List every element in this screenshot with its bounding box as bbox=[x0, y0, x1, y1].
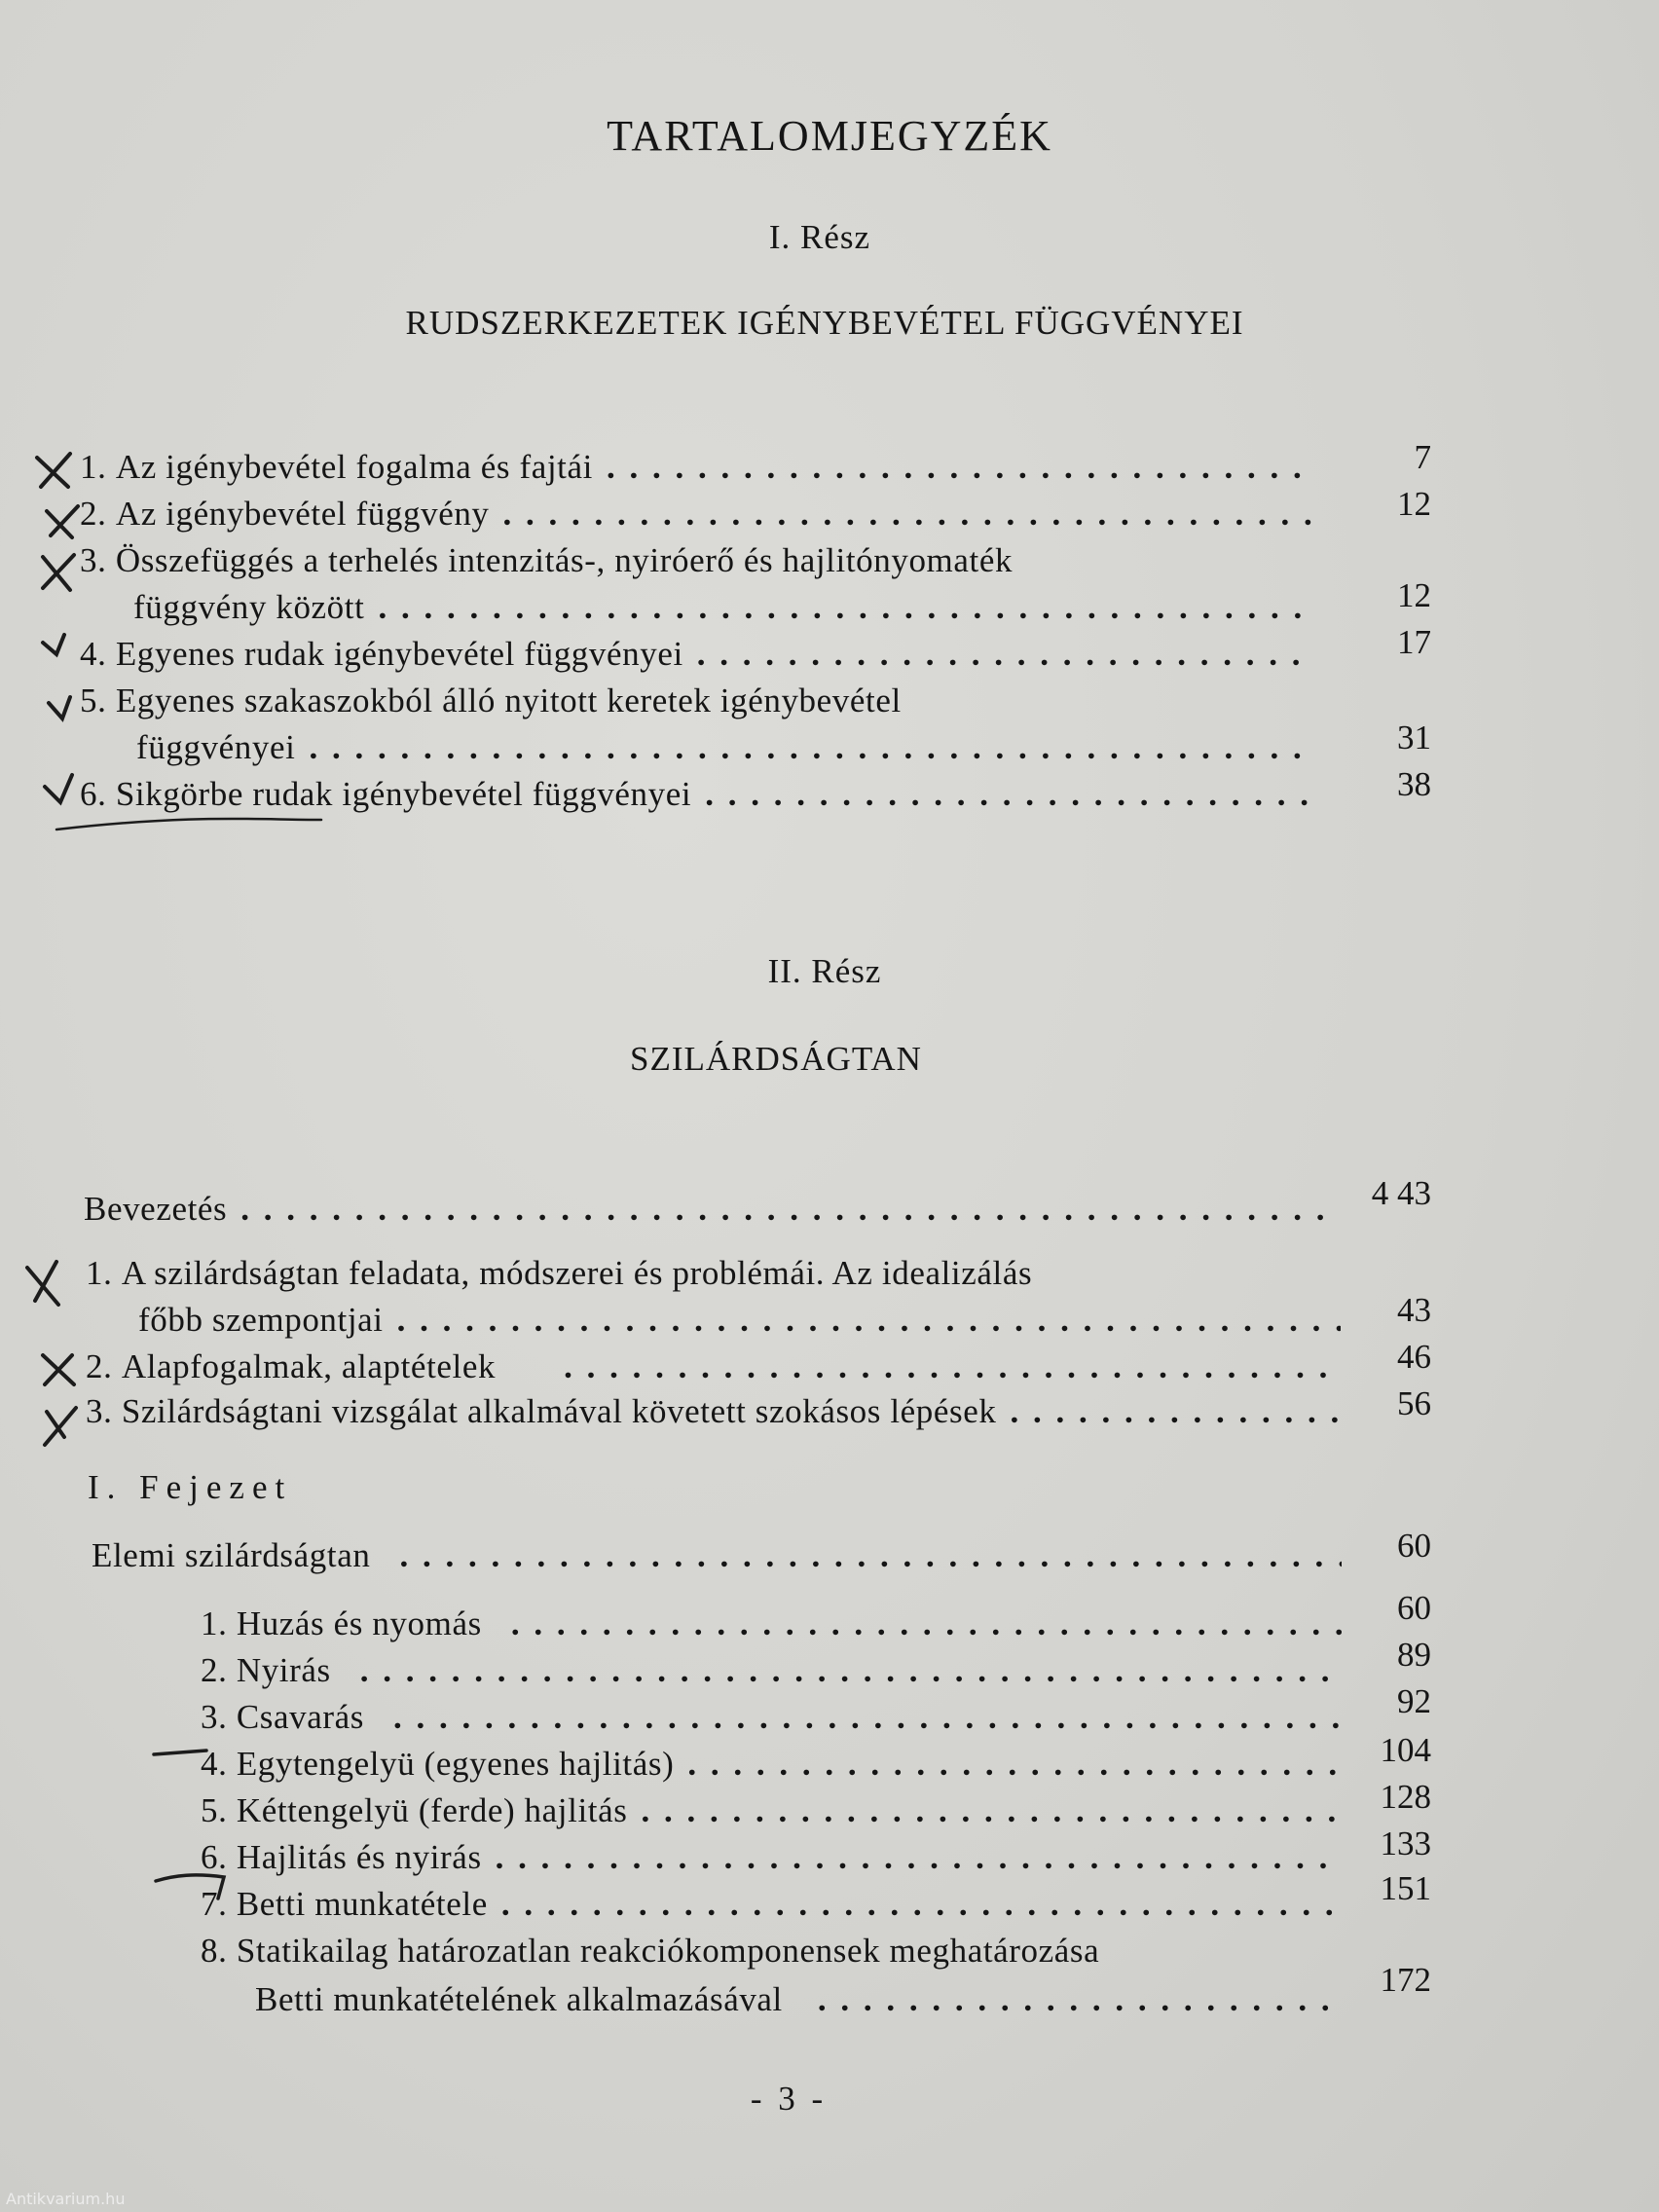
toc-title: Nyirás bbox=[236, 1651, 331, 1689]
toc-number: 3. bbox=[201, 1698, 228, 1736]
part1-subtitle: RUDSZERKEZETEK IGÉNYBEVÉTEL FÜGGVÉNYEI bbox=[405, 304, 1244, 342]
toc-number: 2. bbox=[201, 1651, 228, 1689]
part2-subtitle: SZILÁRDSÁGTAN bbox=[630, 1040, 922, 1078]
toc-title: Elemi szilárdságtan bbox=[92, 1536, 371, 1574]
toc-number: 6. bbox=[80, 775, 107, 813]
toc-title: Az igénybevétel függvény bbox=[115, 495, 490, 533]
toc-number: 7. bbox=[201, 1885, 228, 1923]
toc-number: 3. bbox=[86, 1392, 113, 1430]
toc-page: 60 bbox=[1397, 1589, 1431, 1627]
toc-title: Csavarás bbox=[236, 1698, 364, 1736]
toc-number: 5. bbox=[201, 1791, 228, 1829]
watermark: Antikvarium.hu bbox=[6, 2190, 126, 2208]
toc-title: Kéttengelyü (ferde) hajlitás bbox=[236, 1791, 628, 1829]
toc-page: 133 bbox=[1380, 1825, 1431, 1862]
toc-title-line2: függvény között bbox=[133, 588, 365, 626]
check-mark-icon bbox=[45, 775, 72, 802]
toc-title: Huzás és nyomás bbox=[236, 1604, 482, 1642]
toc-page: 89 bbox=[1397, 1636, 1431, 1674]
part2-label: II. Rész bbox=[767, 952, 882, 990]
cross-mark-icon bbox=[37, 454, 70, 487]
underline-stroke bbox=[56, 819, 321, 830]
toc-title-line2: Betti munkatételének alkalmazásával bbox=[255, 1980, 783, 2018]
toc-title: Statikailag határozatlan reakciókomponensek meghatározása bbox=[236, 1932, 1100, 1970]
toc-title: Sikgörbe rudak igénybevétel függvényei bbox=[115, 775, 692, 813]
toc-page: 151 bbox=[1380, 1869, 1431, 1907]
toc-title: Összefüggés a terhelés intenzitás-, nyiróerő és hajlitónyomaték bbox=[115, 541, 1014, 579]
dash-mark bbox=[156, 1875, 224, 1899]
cross-mark-icon bbox=[43, 555, 74, 590]
toc-page: 172 bbox=[1380, 1961, 1431, 1999]
toc-page: 7 bbox=[1414, 438, 1431, 476]
toc-page: 43 bbox=[1397, 1291, 1431, 1329]
check-mark-icon bbox=[49, 697, 70, 719]
toc-page: 128 bbox=[1380, 1778, 1431, 1816]
toc-number: 1. bbox=[80, 448, 107, 486]
toc-number: 4. bbox=[201, 1745, 228, 1783]
toc-title: Bevezetés bbox=[84, 1190, 228, 1228]
page-title: TARTALOMJEGYZÉK bbox=[607, 112, 1052, 160]
toc-title-line2: függvényei bbox=[136, 728, 296, 766]
toc-number: 2. bbox=[80, 495, 107, 533]
toc-number: 4. bbox=[80, 635, 107, 673]
check-mark-icon bbox=[43, 635, 64, 654]
toc-page: 12 bbox=[1397, 485, 1431, 523]
toc-page: 56 bbox=[1397, 1384, 1431, 1422]
toc-title: Alapfogalmak, alaptételek bbox=[121, 1347, 497, 1385]
toc-number: 2. bbox=[86, 1347, 113, 1385]
toc-page: 4 43 bbox=[1371, 1174, 1431, 1212]
toc-page: 12 bbox=[1397, 576, 1431, 614]
toc-page: 38 bbox=[1397, 765, 1431, 803]
page-number-footer: - 3 - bbox=[750, 2080, 828, 2118]
toc-number: 1. bbox=[201, 1604, 228, 1642]
cross-mark-icon bbox=[43, 1355, 74, 1384]
toc-title: Szilárdságtani vizsgálat alkalmával követett szokásos lépések bbox=[121, 1392, 997, 1430]
toc-number: 3. bbox=[80, 541, 107, 579]
toc-page: 31 bbox=[1397, 719, 1431, 756]
toc-number: 8. bbox=[201, 1932, 228, 1970]
toc-page: 104 bbox=[1380, 1731, 1431, 1769]
toc-title: Egyenes szakaszokból álló nyitott keretek igénybevétel bbox=[115, 682, 902, 719]
cross-mark-icon bbox=[45, 1408, 76, 1445]
cross-mark-icon bbox=[47, 506, 78, 537]
toc-page: 60 bbox=[1397, 1527, 1431, 1565]
toc-page: 92 bbox=[1397, 1682, 1431, 1720]
toc-title: Egytengelyü (egyenes hajlitás) bbox=[236, 1745, 675, 1783]
part1-label: I. Rész bbox=[768, 218, 871, 256]
toc-title-line2: főbb szempontjai bbox=[138, 1301, 384, 1339]
cross-mark-icon bbox=[27, 1262, 58, 1305]
dash-mark bbox=[154, 1751, 206, 1754]
toc-title: Egyenes rudak igénybevétel függvényei bbox=[115, 635, 683, 673]
toc-page: 46 bbox=[1397, 1338, 1431, 1376]
toc-number: 5. bbox=[80, 682, 107, 719]
toc-title: Az igénybevétel fogalma és fajtái bbox=[115, 448, 593, 486]
toc-title: Hajlitás és nyirás bbox=[236, 1838, 482, 1876]
toc-page: 17 bbox=[1397, 623, 1431, 661]
toc-title: A szilárdságtan feladata, módszerei és problémái. Az idealizálás bbox=[121, 1254, 1033, 1292]
toc-number: 6. bbox=[201, 1838, 228, 1876]
toc-number: 1. bbox=[86, 1254, 113, 1292]
chapter-label: I. Fejezet bbox=[88, 1468, 293, 1506]
toc-title: Betti munkatétele bbox=[236, 1885, 488, 1923]
